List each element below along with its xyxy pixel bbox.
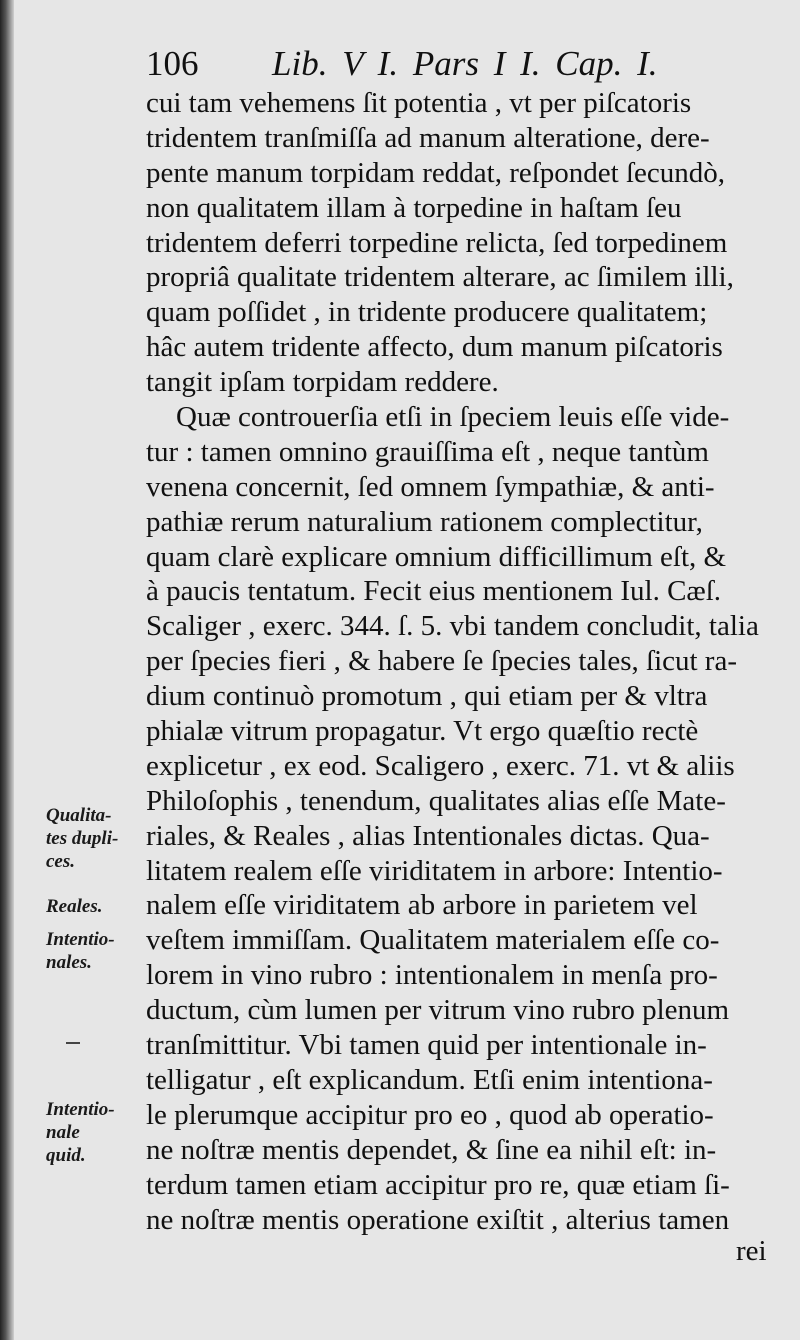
- text-line: à paucis tentatum. Fecit eius mentionem Iul. Cæſ.: [146, 575, 722, 608]
- text-line: venena concernit, ſed omnem ſympathiæ, & anti-: [146, 470, 715, 503]
- page-number: 106: [146, 44, 199, 83]
- margin-dash: [66, 1042, 80, 1044]
- paragraph-start-line: Quæ controuerſia etſi in ſpeciem leuis eſſe vide-: [176, 401, 730, 434]
- text-line: Scaliger , exerc. 344. ſ. 5. vbi tandem concludit, talia: [146, 610, 759, 643]
- text-line: tridentem tranſmiſſa ad manum alteratione, dere-: [146, 121, 710, 154]
- text-line: telligatur , eſt explicandum. Etſi enim intentiona-: [146, 1063, 713, 1096]
- text-line: explicetur , ex eod. Scaligero , exerc. 71. vt & aliis: [146, 749, 735, 782]
- text-line: phialæ vitrum propagatur. Vt ergo quæſtio rectè: [146, 715, 699, 748]
- text-line: dium continuò promotum , qui etiam per & vltra: [146, 680, 708, 713]
- text-line: hâc autem tridente affecto, dum manum piſcatoris: [146, 331, 723, 364]
- margin-note-qualitates: [46, 804, 118, 873]
- text-line: le plerumque accipitur pro eo , quod ab operatio-: [146, 1098, 714, 1131]
- margin-note-reales: [46, 895, 102, 918]
- text-line: tur : tamen omnino grauiſſima eſt , neque tantùm: [146, 435, 709, 468]
- text-line: veſtem immiſſam. Qualitatem materialem eſſe co-: [146, 924, 720, 957]
- body-text: [146, 86, 778, 1237]
- text-line: ductum, cùm lumen per vitrum vino rubro plenum: [146, 994, 730, 1027]
- text-line: nalem eſſe viriditatem ab arbore in parietem vel: [146, 889, 698, 922]
- margin-note-line: nale: [46, 1122, 80, 1143]
- text-line: cui tam vehemens ſit potentia , vt per piſcatoris: [146, 87, 692, 119]
- margin-note-line: Reales.: [46, 896, 103, 917]
- text-line: quam poſſidet , in tridente producere qualitatem;: [146, 296, 708, 329]
- text-line: terdum tamen etiam accipitur pro re, quæ etiam ſi-: [146, 1168, 730, 1201]
- text-line: quam clarè explicare omnium difficillimum eſt, &: [146, 540, 727, 573]
- text-line: litatem realem eſſe viriditatem in arbore: Intentio-: [146, 854, 723, 887]
- margin-note-line: Qualita-: [46, 805, 112, 826]
- margin-note-line: tes dupli-: [46, 828, 119, 849]
- margin-note-line: Intentio-: [46, 1099, 115, 1120]
- text-line: ne noſtræ mentis dependet, & ſine ea nihil eſt: in-: [146, 1133, 717, 1166]
- text-line: tangit ipſam torpidam reddere.: [146, 366, 499, 399]
- margin-note-line: nales.: [46, 952, 92, 973]
- text-line: lorem in vino rubro : intentionalem in menſa pro-: [146, 959, 718, 992]
- text-line: per ſpecies fieri , & habere ſe ſpecies tales, ſicut ra-: [146, 645, 737, 678]
- margin-note-line: quid.: [46, 1145, 86, 1166]
- catchword: rei: [736, 1235, 767, 1267]
- chapter-reference: Lib. V I. Pars I I. Cap. I.: [272, 44, 658, 83]
- text-line: Philoſophis , tenendum, qualitates alias eſſe Mate-: [146, 784, 726, 817]
- text-line: propriâ qualitate tridentem alterare, ac ſimilem illi,: [146, 261, 734, 294]
- text-line: riales, & Reales , alias Intentionales dictas. Qua-: [146, 819, 710, 852]
- margin-note-intentionale-quid: [46, 1098, 115, 1167]
- text-line: ne noſtræ mentis operatione exiſtit , alterius tamen: [146, 1203, 730, 1236]
- running-head: [146, 42, 706, 86]
- text-line: pathiæ rerum naturalium rationem complectitur,: [146, 505, 703, 538]
- text-line: tridentem deferri torpedine relicta, ſed torpedinem: [146, 226, 728, 259]
- page-gutter-shadow: [0, 0, 14, 1340]
- text-line: non qualitatem illam à torpedine in haſtam ſeu: [146, 191, 682, 224]
- margin-note-intentionales: [46, 928, 115, 974]
- text-line: tranſmittitur. Vbi tamen quid per intentionale in-: [146, 1029, 707, 1062]
- text-line: pente manum torpidam reddat, reſpondet ſecundò,: [146, 156, 726, 189]
- margin-note-line: Intentio-: [46, 929, 115, 950]
- margin-note-line: ces.: [46, 851, 76, 872]
